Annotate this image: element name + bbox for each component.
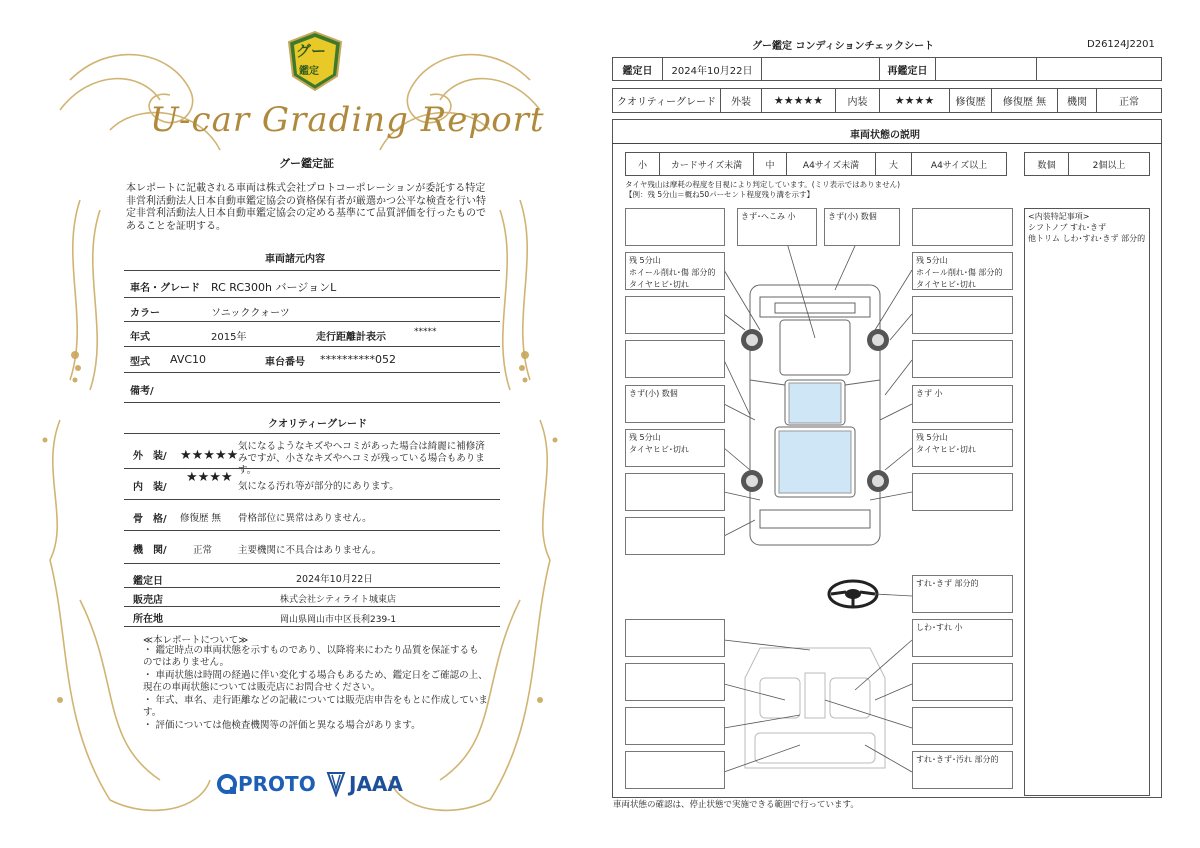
location-label: 所在地 xyxy=(133,614,163,625)
interior-comment: 気になる汚れ等が部分的にあります。 xyxy=(238,481,399,492)
note-box-left-lower-4 xyxy=(625,751,725,789)
jaaa-logo-icon xyxy=(326,771,346,797)
sheet-footer: 車両状態の確認は、停止状態で実施できる範囲で行っています。 xyxy=(613,800,859,810)
exterior-comment: 気になるようなキズやヘコミがあった場合は綺麗に補修済みですが、小さなキズやヘコミが残っている場合もあります。 xyxy=(238,441,485,476)
grade-label: クオリティーグレード xyxy=(612,88,721,113)
note-box-left-3 xyxy=(625,340,725,378)
proto-logo-icon xyxy=(216,773,238,795)
exterior-label: 外 装/ xyxy=(133,451,167,462)
location-value: 岡山県岡山市中区長利239-1 xyxy=(280,615,397,625)
notes-heading: ≪本レポートについて≫ xyxy=(143,635,249,646)
interior-stars: ★★★★ xyxy=(186,470,233,485)
year-label: 年式 xyxy=(130,332,150,343)
note-right-rear-tire: 残 5分山 タイヤヒビ･切れ xyxy=(912,429,1013,467)
script-title: U-car Grading Report xyxy=(150,100,545,140)
note-4: ・ 評価については他検査機関等の評価と異なる場合があります。 xyxy=(143,720,421,731)
note-left-front-tire: 残 5分山 ホイール削れ･傷 部分的 タイヤヒビ･切れ xyxy=(625,252,725,290)
color-value: ソニッククォーツ xyxy=(211,308,290,319)
condition-heading: 車両状態の説明 xyxy=(850,130,920,141)
engine-comment: 主要機関に不具合はありません。 xyxy=(238,545,382,556)
sheet-date-label: 鑑定日 xyxy=(612,57,663,81)
note-box-right-6 xyxy=(912,473,1013,511)
note-box-left-lower-1 xyxy=(625,619,725,657)
interior-notes-panel xyxy=(1024,208,1150,796)
note-steering: すれ･きず 部分的 xyxy=(912,575,1013,613)
name-grade-label: 車名・グレード xyxy=(130,283,200,294)
name-grade-value: RC RC300h バージョンL xyxy=(211,281,337,294)
date-value: 2024年10月22日 xyxy=(296,574,373,585)
engine-value-cell: 正常 xyxy=(1096,88,1162,113)
color-label: カラー xyxy=(130,308,160,319)
interior-heading: <内装特記事項> xyxy=(1028,212,1090,221)
legend-medium-desc: A4サイズ未満 xyxy=(786,152,876,176)
frame-comment: 骨格部位に異常はありません。 xyxy=(238,513,372,524)
certificate-intro: 本レポートに記載される車両は株式会社プロトコーポレーションが委託する特定非営利活動法人日本自動車鑑定協会の資格保有者が厳選かつ公平な検査を行い特定非営利活動法人日本自動車鑑定協会の定める基準にて品質評価を行ったものであることを証明する。 xyxy=(126,183,486,232)
note-box-right-lower-4 xyxy=(912,707,1013,745)
mileage-label: 走行距離計表示 xyxy=(316,332,386,343)
note-left-mid: きず(小) 数個 xyxy=(625,385,725,423)
repair-value: 修復歴 無 xyxy=(991,88,1058,113)
engine-value: 正常 xyxy=(193,545,213,556)
note-right-mid: きず 小 xyxy=(912,385,1013,423)
note-box-left-6 xyxy=(625,473,725,511)
chassis-label: 車台番号 xyxy=(265,357,305,368)
badge-top-text: グー xyxy=(296,42,327,60)
engine-label-cell: 機関 xyxy=(1057,88,1097,113)
repair-label: 修復歴 xyxy=(949,88,992,113)
int-label: 内装 xyxy=(835,88,880,113)
int-stars: ★★★★ xyxy=(879,88,950,113)
note-interior-1: しわ･すれ 小 xyxy=(912,619,1013,657)
dealer-value: 株式会社シティライト城東店 xyxy=(280,595,397,605)
interior-item-1: シフトノブ すれ･きず xyxy=(1028,223,1107,232)
model-label: 型式 xyxy=(130,357,150,368)
quality-heading: クオリティーグレード xyxy=(268,419,367,430)
mileage-value: ***** xyxy=(414,327,437,337)
note-box-left-lower-3 xyxy=(625,707,725,745)
condition-sheet xyxy=(600,0,1200,848)
date-label: 鑑定日 xyxy=(133,576,163,587)
proto-logo-text: PROTO xyxy=(238,772,316,796)
note-box-right-lower-3 xyxy=(912,663,1013,701)
note-right-front-tire: 残 5分山 ホイール削れ･傷 部分的 タイヤヒビ･切れ xyxy=(912,252,1013,290)
note-2: ・ 車両状態は時間の経過に伴い変化する場合もあるため、鑑定日をご確認の上、現在の車両状態については販売店にお問合せください。 xyxy=(143,670,488,693)
year-value: 2015年 xyxy=(211,332,247,343)
sheet-date-value: 2024年10月22日 xyxy=(662,57,762,81)
legend-large-desc: A4サイズ以上 xyxy=(911,152,1007,176)
certificate-heading: グー鑑定証 xyxy=(279,157,334,170)
note-3: ・ 年式、車名、走行距離などの記載については販売店申告をもとに作成しています。 xyxy=(143,695,488,718)
legend-medium-key: 中 xyxy=(753,152,787,176)
note-1: ・ 鑑定時点の車両状態を示すものであり、以降将来にわたり品質を保証するものではありません。 xyxy=(143,645,479,668)
note-box-right-2 xyxy=(912,296,1013,334)
interior-item-2: 他トリム しわ･すれ･きず 部分的 xyxy=(1028,234,1146,243)
note-top-center-left: きず･へこみ 小 xyxy=(737,208,817,246)
doc-id: D26124J2201 xyxy=(1087,39,1155,50)
frame-label: 骨 格/ xyxy=(133,514,167,525)
re-date-label: 再鑑定日 xyxy=(879,57,936,81)
note-left-rear-tire: 残 5分山 タイヤヒビ･切れ xyxy=(625,429,725,467)
note-box-top-left xyxy=(625,208,725,246)
engine-label: 機 関/ xyxy=(133,545,167,556)
note-box-left-7 xyxy=(625,517,725,555)
legend-small-desc: カードサイズ未満 xyxy=(659,152,754,176)
model-value: AVC10 xyxy=(170,353,207,366)
ext-label: 外装 xyxy=(720,88,762,113)
note-box-right-3 xyxy=(912,340,1013,378)
specs-heading: 車両諸元内容 xyxy=(265,254,325,265)
badge-bottom-text: 鑑定 xyxy=(299,66,319,77)
ext-stars: ★★★★★ xyxy=(761,88,836,113)
legend-count-key: 数個 xyxy=(1024,152,1069,176)
remarks-label: 備考/ xyxy=(130,386,154,397)
note-interior-2: すれ･きず･汚れ 部分的 xyxy=(912,751,1013,789)
dealer-label: 販売店 xyxy=(133,595,163,606)
note-box-left-2 xyxy=(625,296,725,334)
sheet-title: グー鑑定 コンディションチェックシート xyxy=(752,41,935,52)
interior-label: 内 装/ xyxy=(133,482,167,493)
jaaa-logo-text: JAAA xyxy=(349,772,403,796)
exterior-stars: ★★★★★ xyxy=(180,448,239,463)
note-top-center-right: きず(小) 数個 xyxy=(824,208,900,246)
note-box-top-right xyxy=(912,208,1013,246)
note-box-left-lower-2 xyxy=(625,663,725,701)
tire-note-1: タイヤ残山は摩耗の程度を目視により判定しています。(ミリ表示ではありません) xyxy=(625,180,901,189)
chassis-value: **********052 xyxy=(320,353,396,366)
legend-large-key: 大 xyxy=(875,152,912,176)
tire-note-2: 【例：残 5分山＝概ね50パーセント程度残り溝を示す】 xyxy=(625,190,815,199)
legend-count-desc: 2個以上 xyxy=(1068,152,1150,176)
legend-small-key: 小 xyxy=(625,152,660,176)
frame-value: 修復歴 無 xyxy=(180,513,222,524)
